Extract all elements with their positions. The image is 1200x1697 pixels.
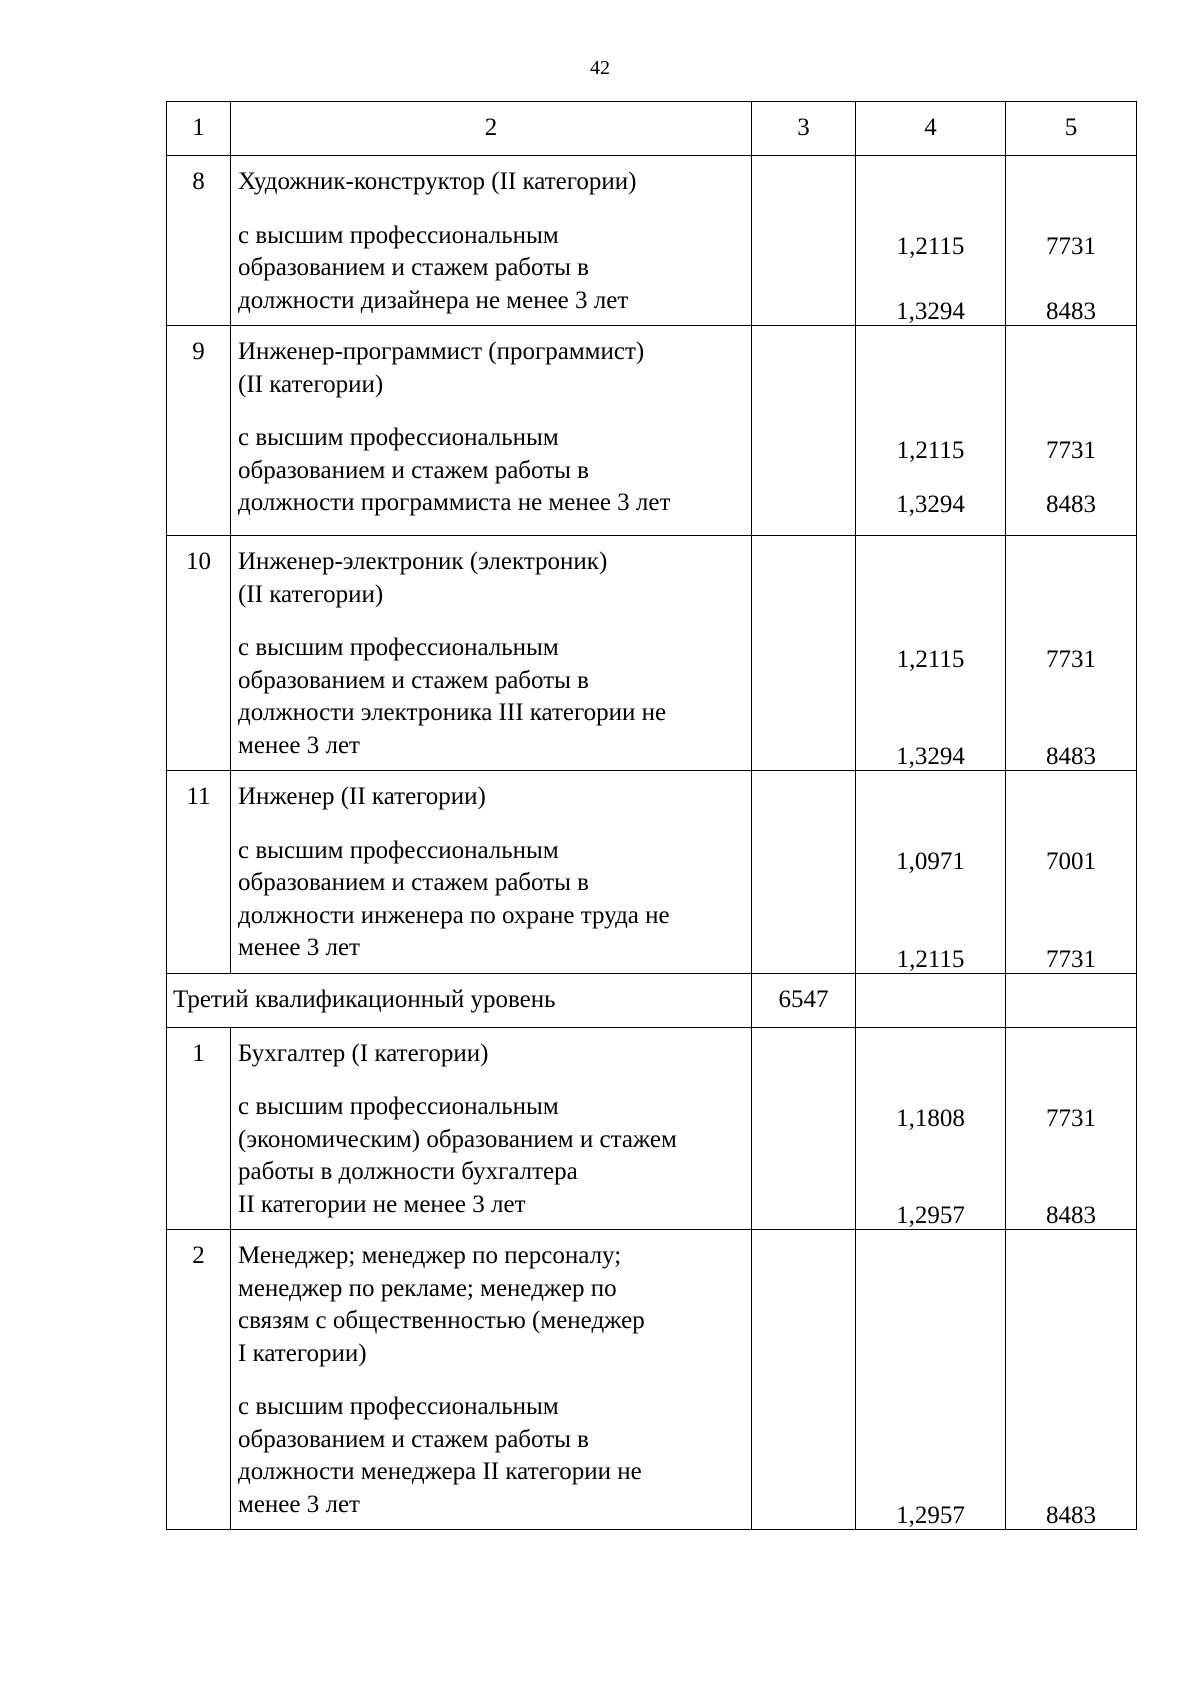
page-number: 42 xyxy=(590,57,610,79)
salary-cell xyxy=(1006,536,1137,771)
coefficient-value: 1,3294 xyxy=(896,743,965,770)
empty-cell xyxy=(856,973,1006,1027)
position-condition-line: образованием и стажем работы в xyxy=(238,869,589,896)
table-row xyxy=(167,771,1137,974)
salary-value: 7731 xyxy=(1046,945,1096,973)
base-salary-cell xyxy=(752,326,856,536)
position-condition-line: образованием и стажем работы в xyxy=(238,254,589,281)
position-title-line: I категории) xyxy=(238,1339,367,1367)
table-row xyxy=(167,156,1137,326)
header-col-1: 1 xyxy=(167,102,231,156)
position-title-line: Менеджер; менеджер по персоналу; xyxy=(238,1242,622,1269)
position-condition-line: образованием и стажем работы в xyxy=(238,666,589,694)
header-row xyxy=(167,102,1137,156)
position-condition-line: должности дизайнера не менее 3 лет xyxy=(238,286,629,314)
position-condition xyxy=(238,220,741,318)
position-condition-line: работы в должности бухгалтера xyxy=(238,1158,578,1185)
table-row xyxy=(167,326,1137,536)
position-condition xyxy=(238,835,741,965)
position-title-line: менеджер по рекламе; менеджер по xyxy=(238,1274,617,1302)
header-col-4: 4 xyxy=(856,102,1006,156)
qualification-level-label: Третий квалификационный уровень xyxy=(167,973,752,1027)
base-salary-cell xyxy=(752,536,856,771)
position-title-line: Художник-конструктор (II категории) xyxy=(238,168,637,195)
header-col-3: 3 xyxy=(752,102,856,156)
coefficient-cell xyxy=(856,326,1006,536)
empty-cell xyxy=(1006,973,1137,1027)
position-condition-line: (экономическим) образованием и стажем xyxy=(238,1125,677,1153)
row-number: 2 xyxy=(167,1230,231,1530)
position-title xyxy=(238,781,741,814)
position-condition-line: с высшим профессиональным xyxy=(238,1393,559,1420)
position-title xyxy=(238,166,741,199)
table-row xyxy=(167,1027,1137,1230)
position-title-line: связям с общественностью (менеджер xyxy=(238,1307,645,1334)
position-title-line: Инженер (II категории) xyxy=(238,783,486,810)
position-condition-line: должности менеджера II категории не xyxy=(238,1458,642,1485)
coefficient-cell xyxy=(856,1230,1006,1530)
salary-cell xyxy=(1006,771,1137,974)
header-col-2: 2 xyxy=(231,102,752,156)
position-condition-line: II категории не менее 3 лет xyxy=(238,1190,526,1218)
position-title-line: Бухгалтер (I категории) xyxy=(238,1039,489,1067)
base-salary-cell xyxy=(752,1027,856,1230)
salary-table-body xyxy=(167,102,1137,1530)
position-condition-line: образованием и стажем работы в xyxy=(238,456,589,484)
coefficient-cell xyxy=(856,156,1006,326)
position-condition xyxy=(238,1391,741,1521)
coefficient-value: 1,0971 xyxy=(896,848,965,875)
salary-value: 8483 xyxy=(1046,1202,1096,1229)
header-col-5: 5 xyxy=(1006,102,1137,156)
coefficient-value: 1,1808 xyxy=(896,1104,965,1132)
salary-cell xyxy=(1006,1027,1137,1230)
coefficient-value: 1,3294 xyxy=(896,490,965,518)
position-cell xyxy=(231,771,752,974)
salary-value: 7731 xyxy=(1046,233,1096,260)
row-number: 1 xyxy=(167,1027,231,1230)
row-number: 9 xyxy=(167,326,231,536)
position-condition-line: образованием и стажем работы в xyxy=(238,1425,589,1453)
salary-cell xyxy=(1006,156,1137,326)
position-condition-line: с высшим профессиональным xyxy=(238,424,559,451)
salary-value: 7731 xyxy=(1046,1104,1096,1132)
position-cell xyxy=(231,536,752,771)
salary-table xyxy=(166,101,1137,1530)
position-condition-line: менее 3 лет xyxy=(238,1490,360,1518)
table-row xyxy=(167,536,1137,771)
position-title-line: Инженер-электроник (электроник) xyxy=(238,548,608,575)
position-title xyxy=(238,546,741,611)
position-condition-line: должности программиста не менее 3 лет xyxy=(238,489,671,516)
position-condition-line: с высшим профессиональным xyxy=(238,836,559,864)
position-condition xyxy=(238,1091,741,1221)
coefficient-value: 1,2957 xyxy=(896,1502,965,1529)
position-cell xyxy=(231,1027,752,1230)
position-condition-line: менее 3 лет xyxy=(238,934,360,961)
salary-value: 7731 xyxy=(1046,645,1096,673)
qualification-level-row xyxy=(167,973,1137,1027)
position-condition-line: должности электроника III категории не xyxy=(238,699,667,726)
position-cell xyxy=(231,326,752,536)
position-title xyxy=(238,336,741,401)
salary-value: 7001 xyxy=(1046,848,1096,875)
base-salary-cell xyxy=(752,156,856,326)
coefficient-value: 1,2115 xyxy=(896,945,965,973)
coefficient-cell xyxy=(856,1027,1006,1230)
position-condition-line: с высшим профессиональным xyxy=(238,634,559,661)
coefficient-value: 1,2115 xyxy=(896,233,965,260)
position-condition xyxy=(238,632,741,762)
position-title-line: (II категории) xyxy=(238,370,384,398)
base-salary-cell xyxy=(752,1230,856,1530)
coefficient-value: 1,2115 xyxy=(896,437,965,465)
qualification-level-value: 6547 xyxy=(752,973,856,1027)
position-cell xyxy=(231,156,752,326)
position-title xyxy=(238,1038,741,1071)
position-condition-line: с высшим профессиональным xyxy=(238,221,559,249)
position-title-line: Инженер-программист (программист) xyxy=(238,338,645,365)
salary-value: 8483 xyxy=(1046,490,1096,518)
salary-cell xyxy=(1006,326,1137,536)
position-condition-line: с высшим профессиональным xyxy=(238,1093,559,1120)
salary-value: 8483 xyxy=(1046,1502,1096,1529)
coefficient-value: 1,2115 xyxy=(896,645,965,673)
coefficient-cell xyxy=(856,536,1006,771)
table-row xyxy=(167,1230,1137,1530)
salary-value: 7731 xyxy=(1046,437,1096,465)
position-title-line: (II категории) xyxy=(238,580,384,608)
coefficient-cell xyxy=(856,771,1006,974)
row-number: 8 xyxy=(167,156,231,326)
row-number: 11 xyxy=(167,771,231,974)
row-number: 10 xyxy=(167,536,231,771)
salary-value: 8483 xyxy=(1046,743,1096,770)
salary-value: 8483 xyxy=(1046,298,1096,325)
position-condition-line: менее 3 лет xyxy=(238,731,360,759)
position-title xyxy=(238,1240,741,1370)
position-condition-line: должности инженера по охране труда не xyxy=(238,901,670,929)
position-condition xyxy=(238,422,741,520)
coefficient-value: 1,3294 xyxy=(896,298,965,325)
salary-cell xyxy=(1006,1230,1137,1530)
coefficient-value: 1,2957 xyxy=(896,1202,965,1229)
position-cell xyxy=(231,1230,752,1530)
base-salary-cell xyxy=(752,771,856,974)
